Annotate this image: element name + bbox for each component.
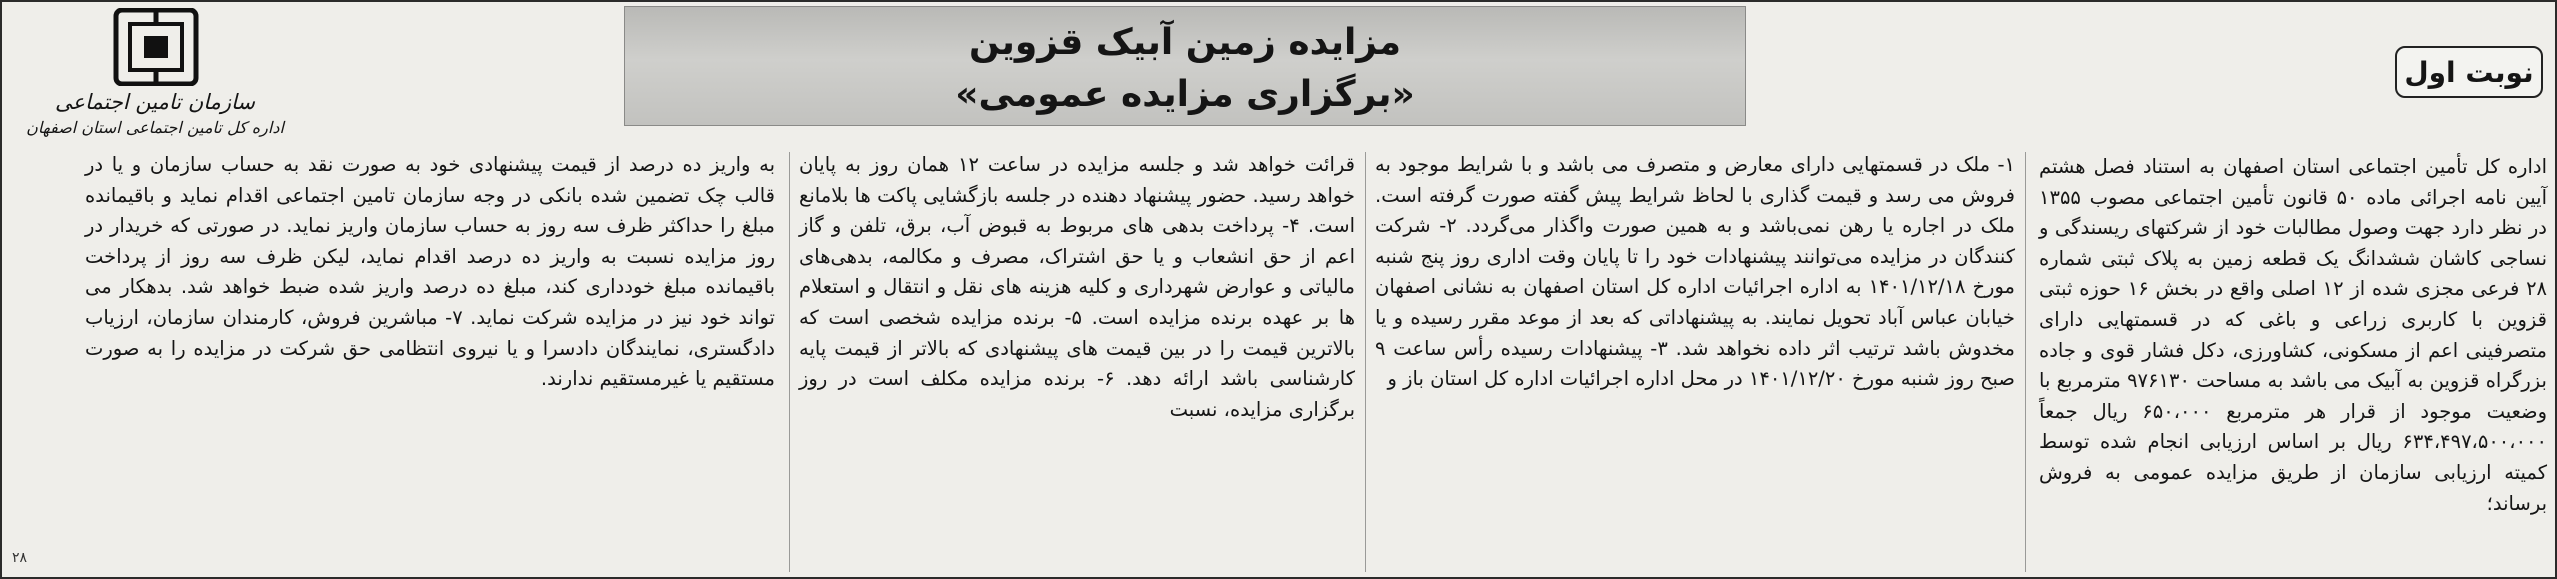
column-terms-3: [85, 150, 775, 395]
column-divider: [2025, 152, 2026, 572]
organization-name: سازمان تامین اجتماعی: [54, 90, 256, 114]
column-divider: [1365, 152, 1366, 572]
ad-title: مزایده زمین آبیک قزوین: [969, 22, 1401, 63]
terms-paragraph-2: قرائت خواهد شد و جلسه مزایده در ساعت ۱۲ همان روز به پایان خواهد رسید. حضور پیشنهاد دهنده در جلسه بازگشایی پاکت ها بلامانع است. ۴- پرداخت بدهی های مربوط به قبوض آب، برق، تلفن و گاز اعم از حق انشعاب و یا حق اشتراک، مصرف و مکالمه، بدهی‌های مالیاتی و عوارض شهرداری و کلیه هزینه های نقل و انتقال و استعلام ها بر عهده برنده مزایده است. ۵- برنده مزایده شخصی است که بالاترین قیمت را در بین قیمت های پیشنهادی که بالاتر از قیمت پایه کارشناسی باشد ارائه دهد. ۶- برنده مزایده مکلف است در روز برگزاری مزایده، نسبت: [799, 153, 1356, 421]
social-security-logo-icon: [108, 8, 204, 86]
column-divider: [789, 152, 790, 572]
page-number: ۲۸: [12, 550, 28, 566]
title-band: [624, 6, 1746, 126]
column-terms-1: [1375, 150, 2015, 395]
terms-paragraph-3: به واریز ده درصد از قیمت پیشنهادی خود به صورت نقد به حساب سازمان و یا در قالب چک تضمین شده بانکی در وجه سازمان تامین اجتماعی اقدام نماید و باقیمانده مبلغ را حداکثر ظرف سه روز به حساب سازمان واریز نماید. در صورتی که خریدار در روز مزایده نسبت به واریز ده درصد اقدام نماید، لیکن ظرف سه روز از پرداخت باقیمانده مبلغ خودداری کند، مبلغ ده درصد واریز شده ضبط خواهد شد. بدهکار می تواند خود نیز در مزایده شرکت نماید. ۷- مباشرین فروش، کارمندان سازمان، ارزیاب دادگستری، نمایندگان دادسرا و یا نیروی انتظامی حق شرکت در مزایده را به صورت مستقیم یا غیرمستقیم ندارند.: [85, 153, 775, 391]
publication-round-badge: نوبت اول: [2395, 46, 2543, 98]
sub-organization-name: اداره کل تامین اجتماعی استان اصفهان: [26, 118, 284, 137]
terms-paragraph-1: ۱- ملک در قسمتهایی دارای معارض و متصرف می باشد و با شرایط موجود به فروش می رسد و قیمت گذاری با لحاظ شرایط پیش گفته صورت گرفته است. ملک در اجاره یا رهن نمی‌باشد و به همین صورت واگذار می‌گردد. ۲- شرکت کنندگان در مزایده می‌توانند پیشنهادات خود را تا پایان وقت اداری روز پنج شنبه مورخ ۱۴۰۱/۱۲/۱۸ به اداره اجرائیات اداره کل استان اصفهان به نشانی اصفهان خیابان عباس آباد تحویل نمایند. به پیشنهاداتی که بعد از موعد مقرر رسیده و یا مخدوش باشد ترتیب اثر داده نخواهد شد. ۳- پیشنهادات رسیده رأس ساعت ۹ صبح روز شنبه مورخ ۱۴۰۱/۱۲/۲۰ در محل اداره اجرائیات اداره کل استان باز و: [1375, 153, 2015, 391]
ad-subtitle: «برگزاری مزایده عمومی»: [955, 74, 1415, 115]
column-terms-2: [799, 150, 1355, 425]
intro-paragraph: اداره کل تأمین اجتماعی استان اصفهان به استناد فصل هشتم آیین نامه اجرائی ماده ۵۰ قانون تأمین اجتماعی مصوب ۱۳۵۵ در نظر دارد جهت وصول مطالبات خود از شرکتهای ریسندگی و نساجی کاشان ششدانگ یک قطعه زمین به پلاک ثبتی شماره ۲۸ فرعی مجزی شده از ۱۲ اصلی واقع در بخش ۱۶ حوزه ثبتی قزوین با کاربری زراعی و باغی که در قسمتهایی دارای متصرفینی اعم از مسکونی، کشاورزی، دکل فشار قوی و جاده بزرگراه قزوین به آبیک می باشد به مساحت ۹۷۶۱۳۰ مترمربع با وضعیت موجود از قرار هر مترمربع ۶۵۰،۰۰۰ ریال جمعاً ۶۳۴،۴۹۷،۵۰۰،۰۰۰ ریال بر اساس ارزیابی انجام شده توسط کمیته ارزیابی سازمان از طریق مزایده عمومی به فروش برساند؛: [2039, 155, 2548, 515]
column-intro: [2039, 152, 2547, 519]
organization-logo-block: [10, 6, 300, 141]
